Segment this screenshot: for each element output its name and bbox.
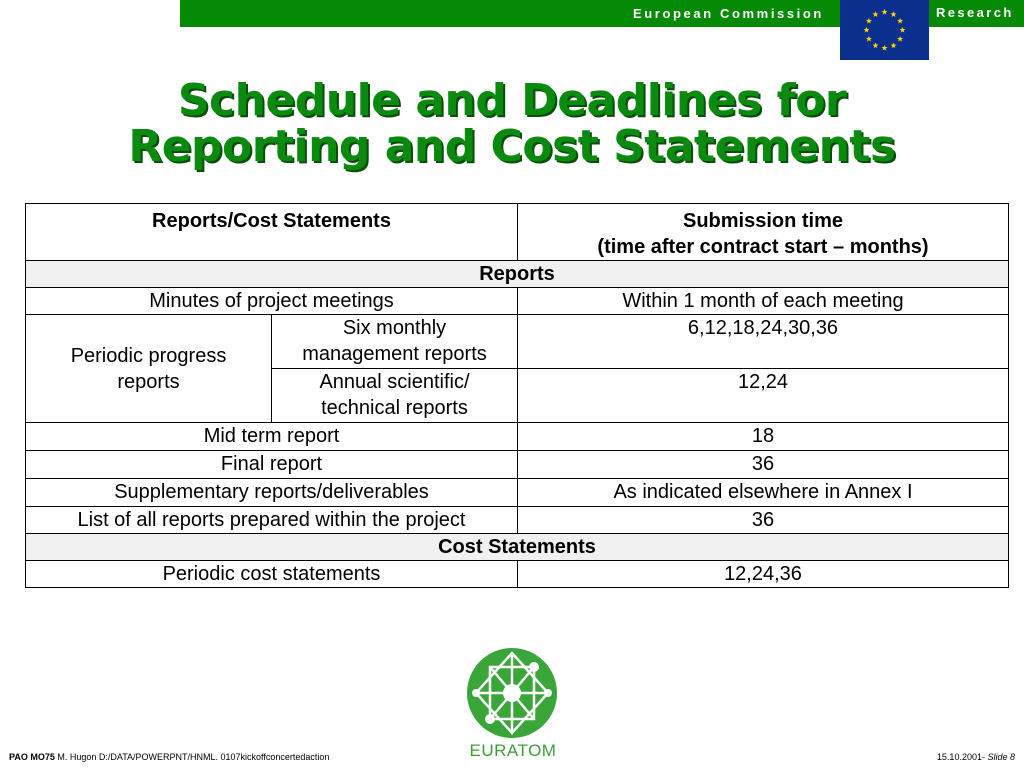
flag-star-icon bbox=[897, 36, 903, 42]
row-time: 12,24,36 bbox=[518, 561, 1009, 588]
row-time: Within 1 month of each meeting bbox=[518, 288, 1009, 315]
title-line-1: Schedule and Deadlines for bbox=[177, 75, 847, 126]
annual-line1: Annual scientific/ bbox=[319, 371, 470, 393]
row-time: 18 bbox=[518, 423, 1009, 451]
table-row bbox=[26, 507, 1009, 534]
section-label-reports: Reports bbox=[26, 261, 1009, 288]
footer-code: PAO MO75 bbox=[9, 752, 55, 762]
flag-star-icon bbox=[863, 27, 869, 33]
footer-date: 15.10.2001- bbox=[936, 752, 988, 762]
table-row bbox=[26, 479, 1009, 507]
periodic-group-line1: Periodic progress bbox=[70, 344, 227, 367]
flag-star-icon bbox=[899, 27, 905, 33]
col-header-submission-line2: (time after contract start – months) bbox=[597, 236, 929, 258]
table-header-row bbox=[26, 204, 1009, 261]
footer-path: M. Hugon D:/DATA/POWERPNT/HNML. 0107kickoffconcertedaction bbox=[54, 752, 330, 762]
footer-right bbox=[937, 752, 1015, 762]
eu-flag-icon bbox=[840, 0, 929, 60]
annual-label bbox=[272, 369, 518, 423]
row-time: 36 bbox=[518, 451, 1009, 479]
table-row bbox=[26, 288, 1009, 315]
flag-star-icon bbox=[897, 18, 903, 24]
flag-star-icon bbox=[866, 36, 872, 42]
row-time: 36 bbox=[518, 507, 1009, 534]
row-time: 12,24 bbox=[518, 369, 1009, 423]
page-title bbox=[0, 75, 1024, 172]
section-label: Research bbox=[936, 5, 1014, 20]
flag-star-icon bbox=[866, 18, 872, 24]
row-label: Minutes of project meetings bbox=[26, 288, 518, 315]
table-row bbox=[26, 561, 1009, 588]
section-row-reports bbox=[26, 261, 1009, 288]
table-row bbox=[26, 315, 1009, 369]
flag-star-icon bbox=[890, 11, 896, 17]
flag-star-icon bbox=[872, 11, 878, 17]
periodic-group-line2: reports bbox=[117, 370, 180, 393]
flag-star-icon bbox=[872, 42, 878, 48]
col-header-reports: Reports/Cost Statements bbox=[26, 204, 518, 261]
periodic-group-label bbox=[26, 315, 272, 423]
row-time: 6,12,18,24,30,36 bbox=[518, 315, 1009, 369]
table-row bbox=[26, 451, 1009, 479]
flag-star-icon bbox=[881, 45, 887, 51]
six-monthly-line1: Six monthly bbox=[342, 317, 447, 339]
table-row bbox=[26, 423, 1009, 451]
row-time: As indicated elsewhere in Annex I bbox=[518, 479, 1009, 507]
row-label: Mid term report bbox=[26, 423, 518, 451]
schedule-table bbox=[25, 203, 1009, 588]
slide-number: Slide 8 bbox=[987, 752, 1015, 762]
title-line-2: Reporting and Cost Statements bbox=[128, 121, 896, 172]
section-row-cost bbox=[26, 534, 1009, 561]
six-monthly-label bbox=[272, 315, 518, 369]
row-label: Supplementary reports/deliverables bbox=[26, 479, 518, 507]
footer-left bbox=[9, 752, 329, 762]
row-label: List of all reports prepared within the project bbox=[26, 507, 518, 534]
flag-star-icon bbox=[881, 9, 887, 15]
col-header-submission-line1: Submission time bbox=[682, 210, 844, 232]
org-label: European Commission bbox=[633, 6, 824, 21]
flag-star-icon bbox=[890, 42, 896, 48]
row-label: Periodic cost statements bbox=[26, 561, 518, 588]
euratom-logo-text: EURATOM bbox=[469, 741, 557, 760]
six-monthly-line2: management reports bbox=[302, 343, 487, 365]
section-label-cost: Cost Statements bbox=[26, 534, 1009, 561]
col-header-submission bbox=[518, 204, 1009, 261]
annual-line2: technical reports bbox=[321, 397, 468, 419]
row-label: Final report bbox=[26, 451, 518, 479]
euratom-logo-icon bbox=[464, 645, 560, 746]
